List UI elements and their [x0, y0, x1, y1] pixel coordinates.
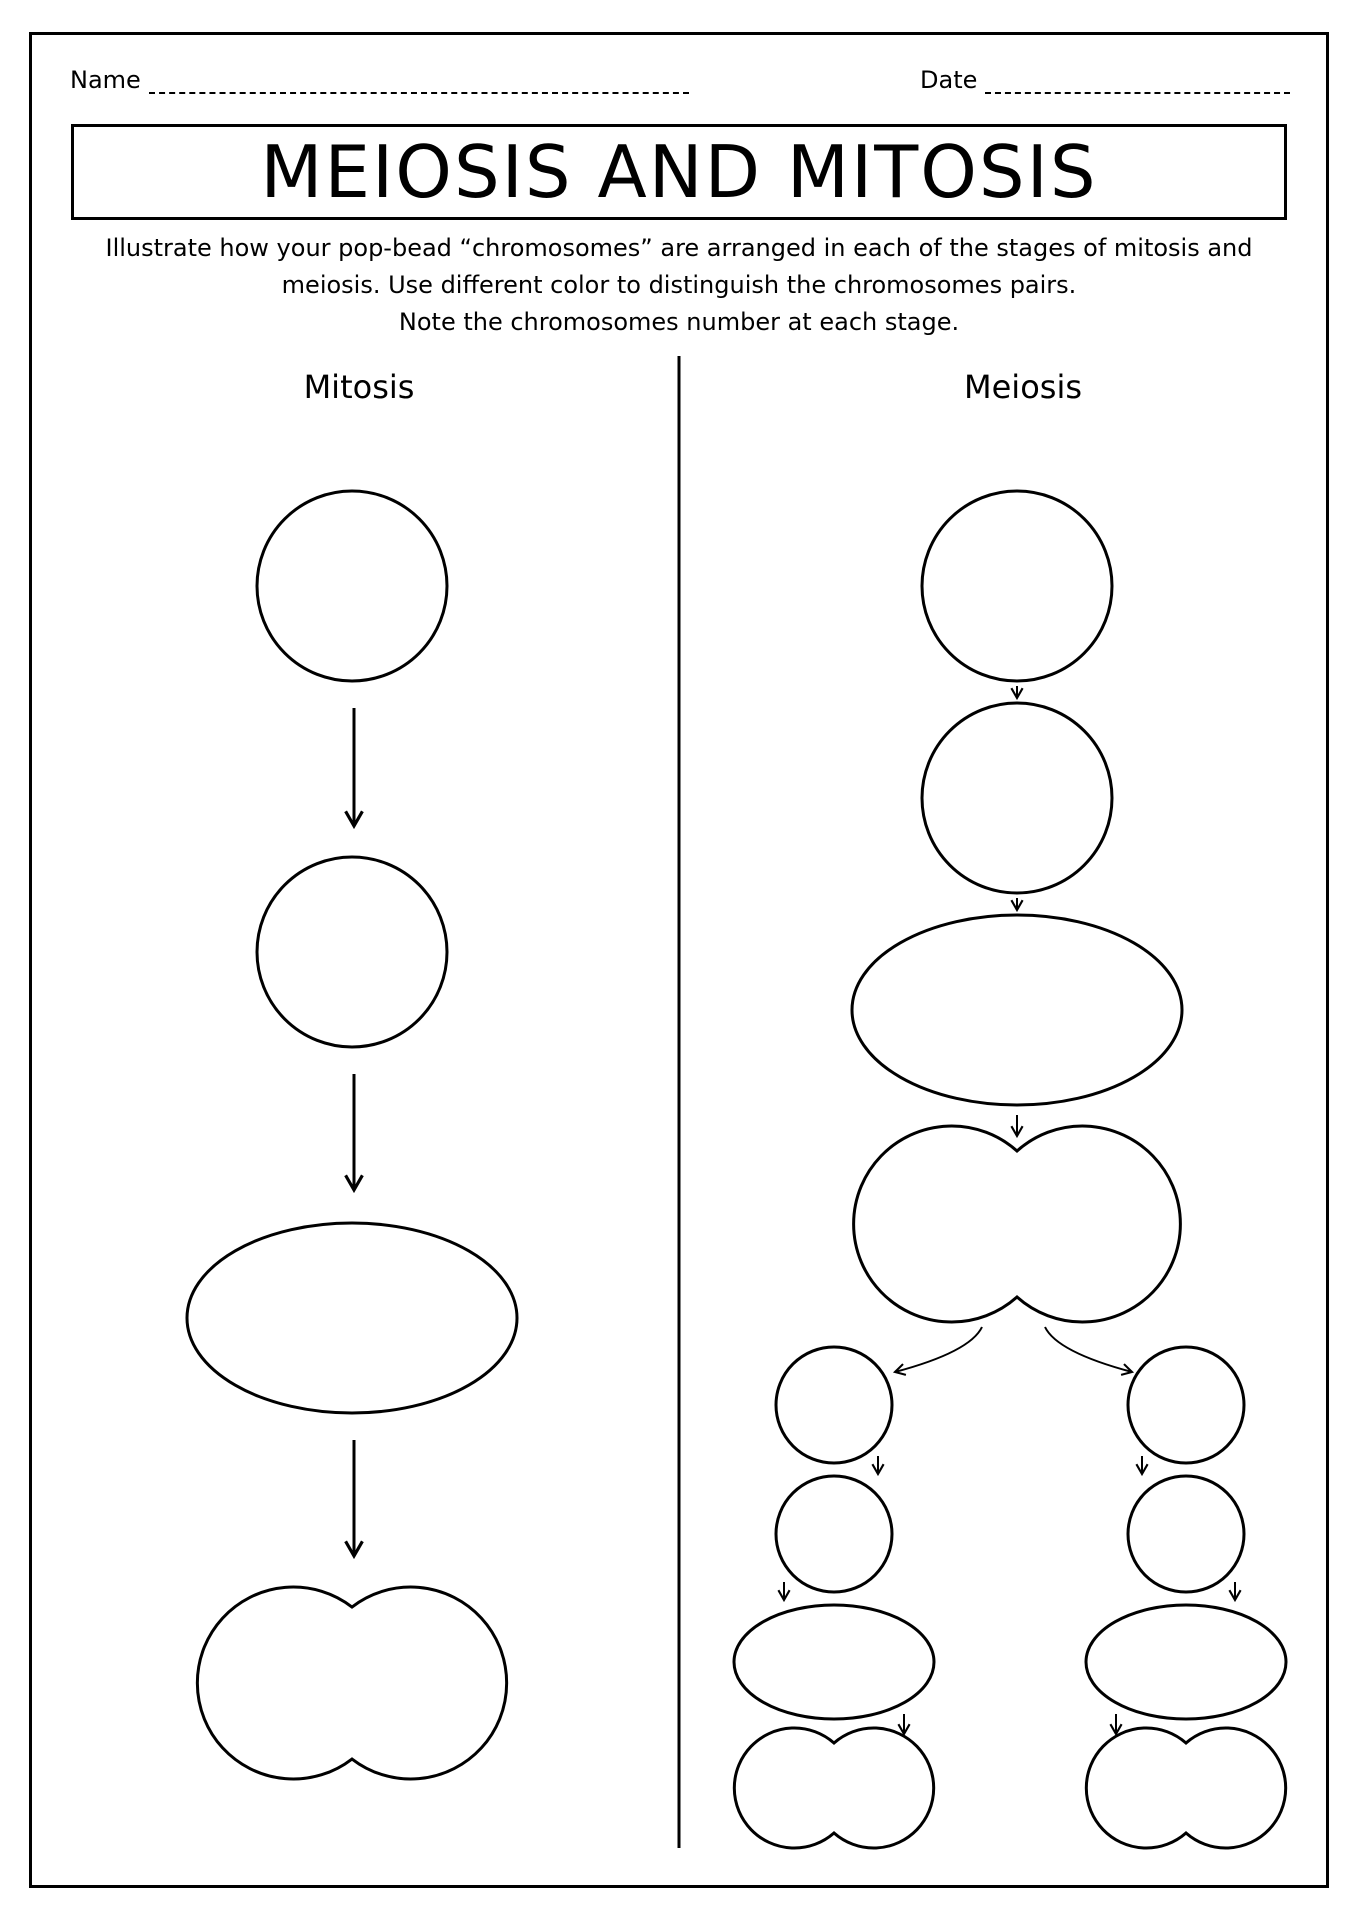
meiosis-left-cell-4[interactable] — [734, 1728, 933, 1848]
meiosis-right-cell-2[interactable] — [1128, 1476, 1244, 1592]
meiosis-cell-3[interactable] — [852, 915, 1182, 1105]
mitosis-heading: Mitosis — [303, 368, 415, 406]
meiosis-arrow-right-branch — [1045, 1327, 1132, 1372]
mitosis-cell-2[interactable] — [257, 857, 447, 1047]
mitosis-cell-1[interactable] — [257, 491, 447, 681]
date-label: Date — [920, 66, 978, 94]
name-label: Name — [70, 66, 141, 94]
meiosis-cell-2[interactable] — [922, 703, 1112, 893]
meiosis-left-cell-1[interactable] — [776, 1347, 892, 1463]
meiosis-right-cell-1[interactable] — [1128, 1347, 1244, 1463]
mitosis-cell-3[interactable] — [187, 1223, 517, 1413]
page-title: MEIOSIS AND MITOSIS — [260, 130, 1098, 214]
meiosis-left-cell-3[interactable] — [734, 1605, 934, 1719]
meiosis-cell-4[interactable] — [854, 1126, 1181, 1322]
instructions-line-1: Illustrate how your pop-bead “chromosomes” are arranged in each of the stages of mitosis and — [105, 234, 1253, 262]
meiosis-cell-1[interactable] — [922, 491, 1112, 681]
meiosis-left-cell-2[interactable] — [776, 1476, 892, 1592]
meiosis-heading: Meiosis — [964, 368, 1082, 406]
instructions-line-3: Note the chromosomes number at each stage. — [398, 308, 960, 336]
instructions-line-2: meiosis. Use different color to distinguish the chromosomes pairs. — [281, 271, 1077, 299]
mitosis-cell-4[interactable] — [197, 1587, 506, 1779]
meiosis-right-cell-3[interactable] — [1086, 1605, 1286, 1719]
meiosis-arrow-left-branch — [895, 1327, 982, 1372]
meiosis-right-cell-4[interactable] — [1086, 1728, 1285, 1848]
